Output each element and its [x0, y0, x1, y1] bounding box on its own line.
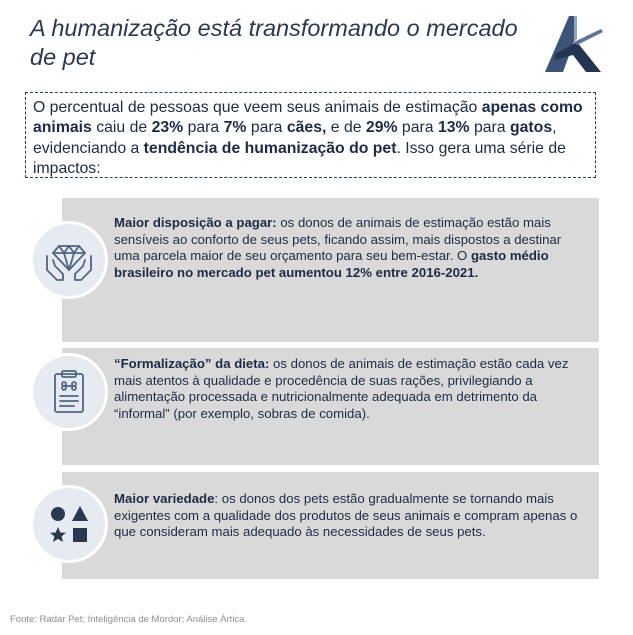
intro-box: O percentual de pessoas que veem seus animais de estimação apenas como animais caiu de 23% para 7% para cães, e de 29% para 13% para gatos, evidenciando a tendência de humanização do pet. Isso gera uma série de impactos:: [25, 92, 596, 178]
page-title: A humanização está transformando o mercado de pet: [30, 15, 518, 70]
icon-circle: [30, 353, 108, 431]
icon-circle: [30, 485, 108, 563]
impact-text-diet: “Formalização” da dieta: os donos de animais de estimação estão cada vez mais atentos à qualidade e procedência de suas rações, privilegiando a alimentação processada e nutricionalmente adequada em detrimento da “informal” (por exemplo, sobras de comida).: [114, 356, 569, 421]
shapes-icon: [43, 498, 95, 550]
icon-circle: [30, 221, 108, 299]
impact-text-variety: Maior variedade: os donos dos pets estão gradualmente se tornando mais exigentes com a qualidade dos produtos de seus animais e compram apenas o que consideram mais adequado às necessidades de seus pets.: [114, 491, 578, 540]
source-note: Fonte: Radar Pet; Inteligência de Mordor; Análise Ártica.: [10, 614, 248, 625]
logo-icon: [541, 12, 603, 74]
clipboard-bone-icon: [43, 366, 95, 418]
impact-text-payment: Maior disposição a pagar: os donos de animais de estimação estão mais sensíveis ao conforto de seus pets, ficando assim, mais dispostos a destinar uma parcela maior de seu orçamento para seu bem-estar. O gasto médio brasileiro no mercado pet aumentou 12% entre 2016-2021.: [114, 215, 562, 280]
diamond-hands-icon: [41, 232, 97, 288]
